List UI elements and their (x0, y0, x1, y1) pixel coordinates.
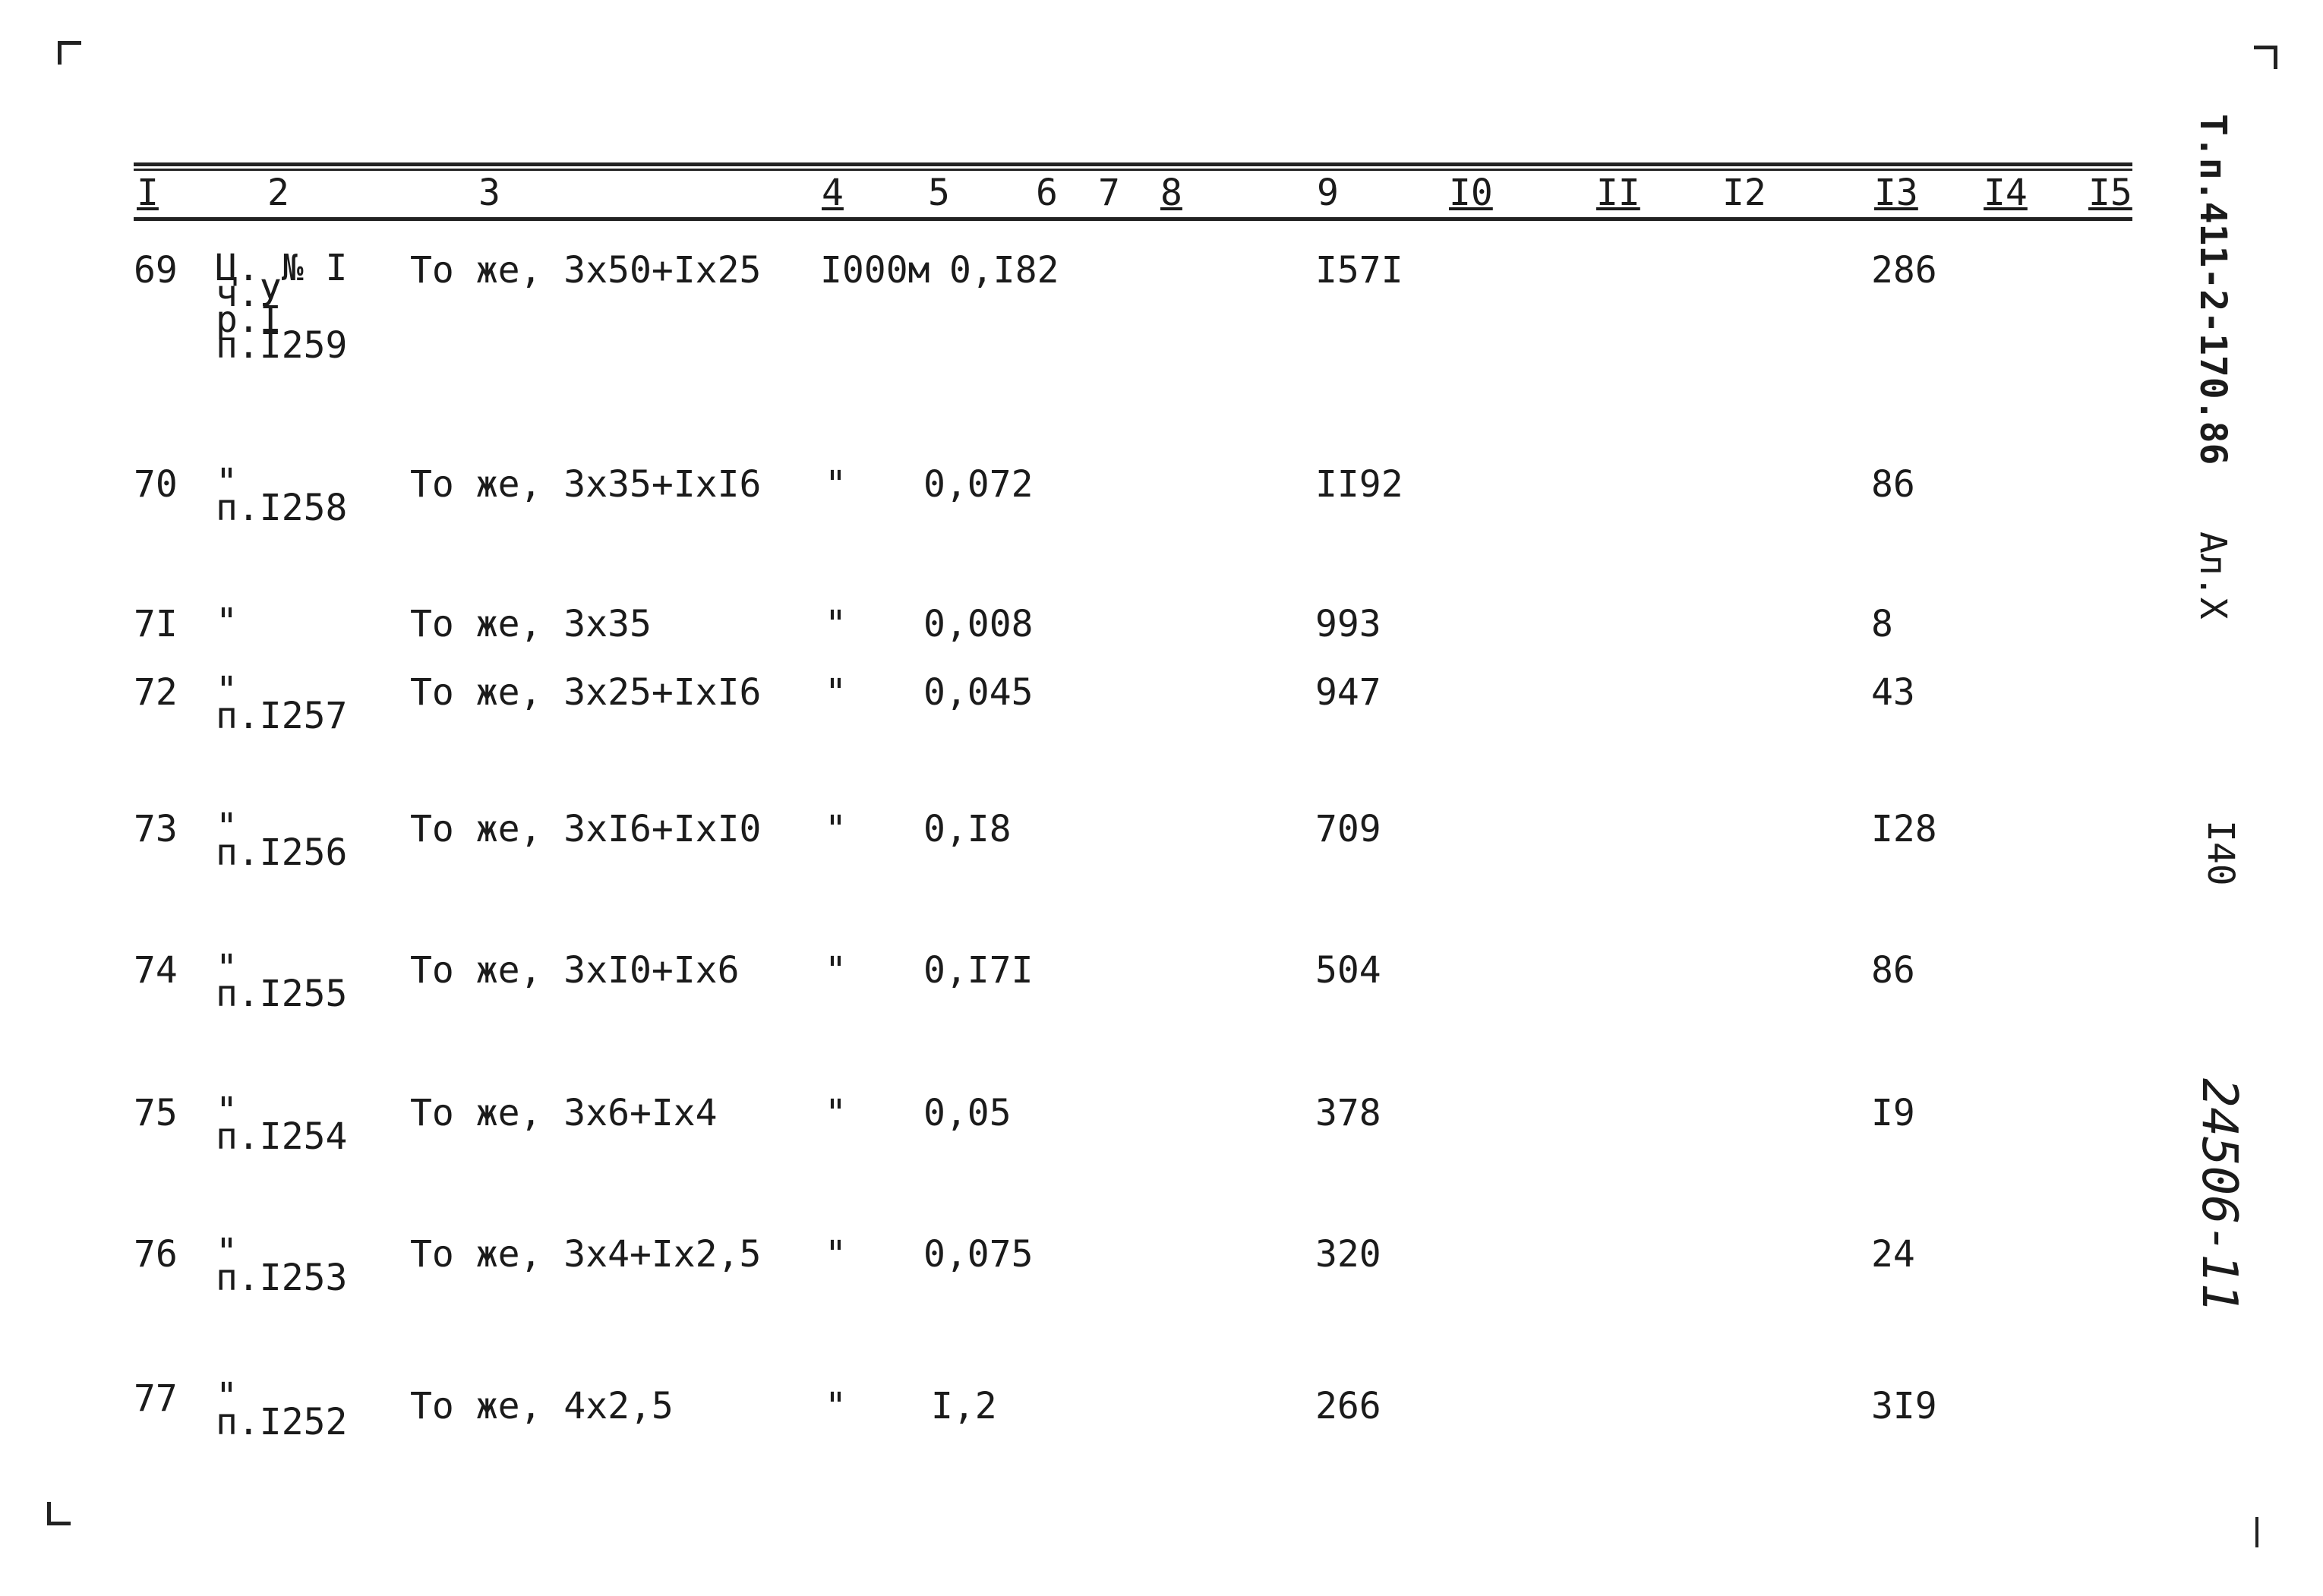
row-number: 77 (134, 1377, 178, 1420)
header-col-6: 6 (1036, 172, 1058, 214)
row-number: 74 (134, 949, 178, 992)
page-number: I40 (2199, 820, 2242, 886)
row-description: То же, 3x25+IxI6 (410, 671, 762, 714)
row-quantity: 0,I7I (923, 949, 1034, 992)
row-col9: 993 (1315, 603, 1381, 645)
header-col-1: I (137, 172, 159, 214)
header-col-5: 5 (928, 172, 950, 214)
row-unit: " (825, 1233, 847, 1276)
row-reference: " п.I258 (216, 461, 348, 529)
table-top-rule-thin (134, 169, 2132, 171)
row-description: То же, 3xI6+IxI0 (410, 808, 762, 850)
row-description: То же, 3x35 (410, 603, 652, 645)
row-unit: " (825, 603, 847, 645)
row-quantity: 0,I8 (923, 808, 1012, 850)
corner-mark-top-left (58, 41, 81, 65)
inventory-number: 24506-11 (2191, 1078, 2247, 1313)
header-col-14: I4 (1984, 172, 2028, 214)
row-description: То же, 3x4+Ix2,5 (410, 1233, 762, 1276)
header-col-10: I0 (1449, 172, 1493, 214)
row-quantity: 0,008 (923, 603, 1034, 645)
row-unit: " (825, 808, 847, 850)
row-quantity: 0,045 (923, 671, 1034, 714)
corner-mark-bottom-right (2240, 1517, 2258, 1547)
header-bottom-rule (134, 217, 2132, 221)
row-description: То же, 3x6+Ix4 (410, 1092, 718, 1134)
header-col-2: 2 (267, 172, 289, 214)
header-col-7: 7 (1098, 172, 1120, 214)
row-reference: " п.I252 (216, 1375, 348, 1443)
corner-mark-bottom-left (47, 1502, 71, 1525)
header-col-15: I5 (2088, 172, 2132, 214)
row-description: То же, 3x50+Ix25 (410, 249, 762, 292)
row-quantity: 0,05 (923, 1092, 1012, 1134)
row-col13: 86 (1871, 949, 1915, 992)
row-col9: 320 (1315, 1233, 1381, 1276)
row-reference: " п.I257 (216, 669, 348, 737)
row-col9: II92 (1315, 463, 1403, 506)
row-col9: 709 (1315, 808, 1381, 850)
document-code: Т.п.411-2-170.86 (2192, 114, 2234, 465)
row-description: То же, 3x35+IxI6 (410, 463, 762, 506)
row-number: 70 (134, 463, 178, 506)
header-col-11: II (1596, 172, 1640, 214)
row-number: 69 (134, 249, 178, 292)
header-col-8: 8 (1160, 172, 1182, 214)
row-col13: 8 (1871, 603, 1893, 645)
row-unit: " (825, 1385, 847, 1427)
row-col9: 504 (1315, 949, 1381, 992)
row-col13: I28 (1871, 808, 1937, 850)
row-reference: " п.I255 (216, 947, 348, 1015)
row-number: 76 (134, 1233, 178, 1276)
row-col13: 3I9 (1871, 1385, 1937, 1427)
row-col9: 378 (1315, 1092, 1381, 1134)
row-number: 7I (134, 603, 178, 645)
row-unit: " (825, 463, 847, 506)
row-unit: " (825, 671, 847, 714)
row-description: То же, 3xI0+Ix6 (410, 949, 740, 992)
row-col9: 266 (1315, 1385, 1381, 1427)
row-reference: " п.I254 (216, 1090, 348, 1158)
row-quantity: 0,072 (923, 463, 1034, 506)
header-col-9: 9 (1317, 172, 1339, 214)
header-col-4: 4 (822, 172, 844, 214)
row-col13: 86 (1871, 463, 1915, 506)
header-col-13: I3 (1874, 172, 1918, 214)
sheet-label: Ал.Х (2192, 531, 2234, 620)
row-reference: " (216, 601, 238, 643)
row-unit: " (825, 949, 847, 992)
row-unit: I000м (820, 249, 930, 292)
row-col13: I9 (1871, 1092, 1915, 1134)
row-unit: " (825, 1092, 847, 1134)
row-col13: 286 (1871, 249, 1937, 292)
header-col-3: 3 (478, 172, 500, 214)
row-col9: 947 (1315, 671, 1381, 714)
row-number: 72 (134, 671, 178, 714)
row-number: 73 (134, 808, 178, 850)
corner-mark-top-right (2254, 46, 2277, 69)
row-number: 75 (134, 1092, 178, 1134)
header-col-12: I2 (1722, 172, 1766, 214)
row-reference: " п.I256 (216, 806, 348, 874)
row-col13: 24 (1871, 1233, 1915, 1276)
table-top-rule (134, 162, 2132, 166)
row-col13: 43 (1871, 671, 1915, 714)
row-quantity: 0,075 (923, 1233, 1034, 1276)
row-description: То же, 4x2,5 (410, 1385, 674, 1427)
row-col9: I57I (1315, 249, 1403, 292)
row-quantity: I,2 (931, 1385, 997, 1427)
row-quantity: 0,I82 (949, 249, 1059, 292)
row-reference: Ц. № I ч.У р.I п.I259 (216, 247, 348, 367)
row-reference: " п.I253 (216, 1231, 348, 1299)
